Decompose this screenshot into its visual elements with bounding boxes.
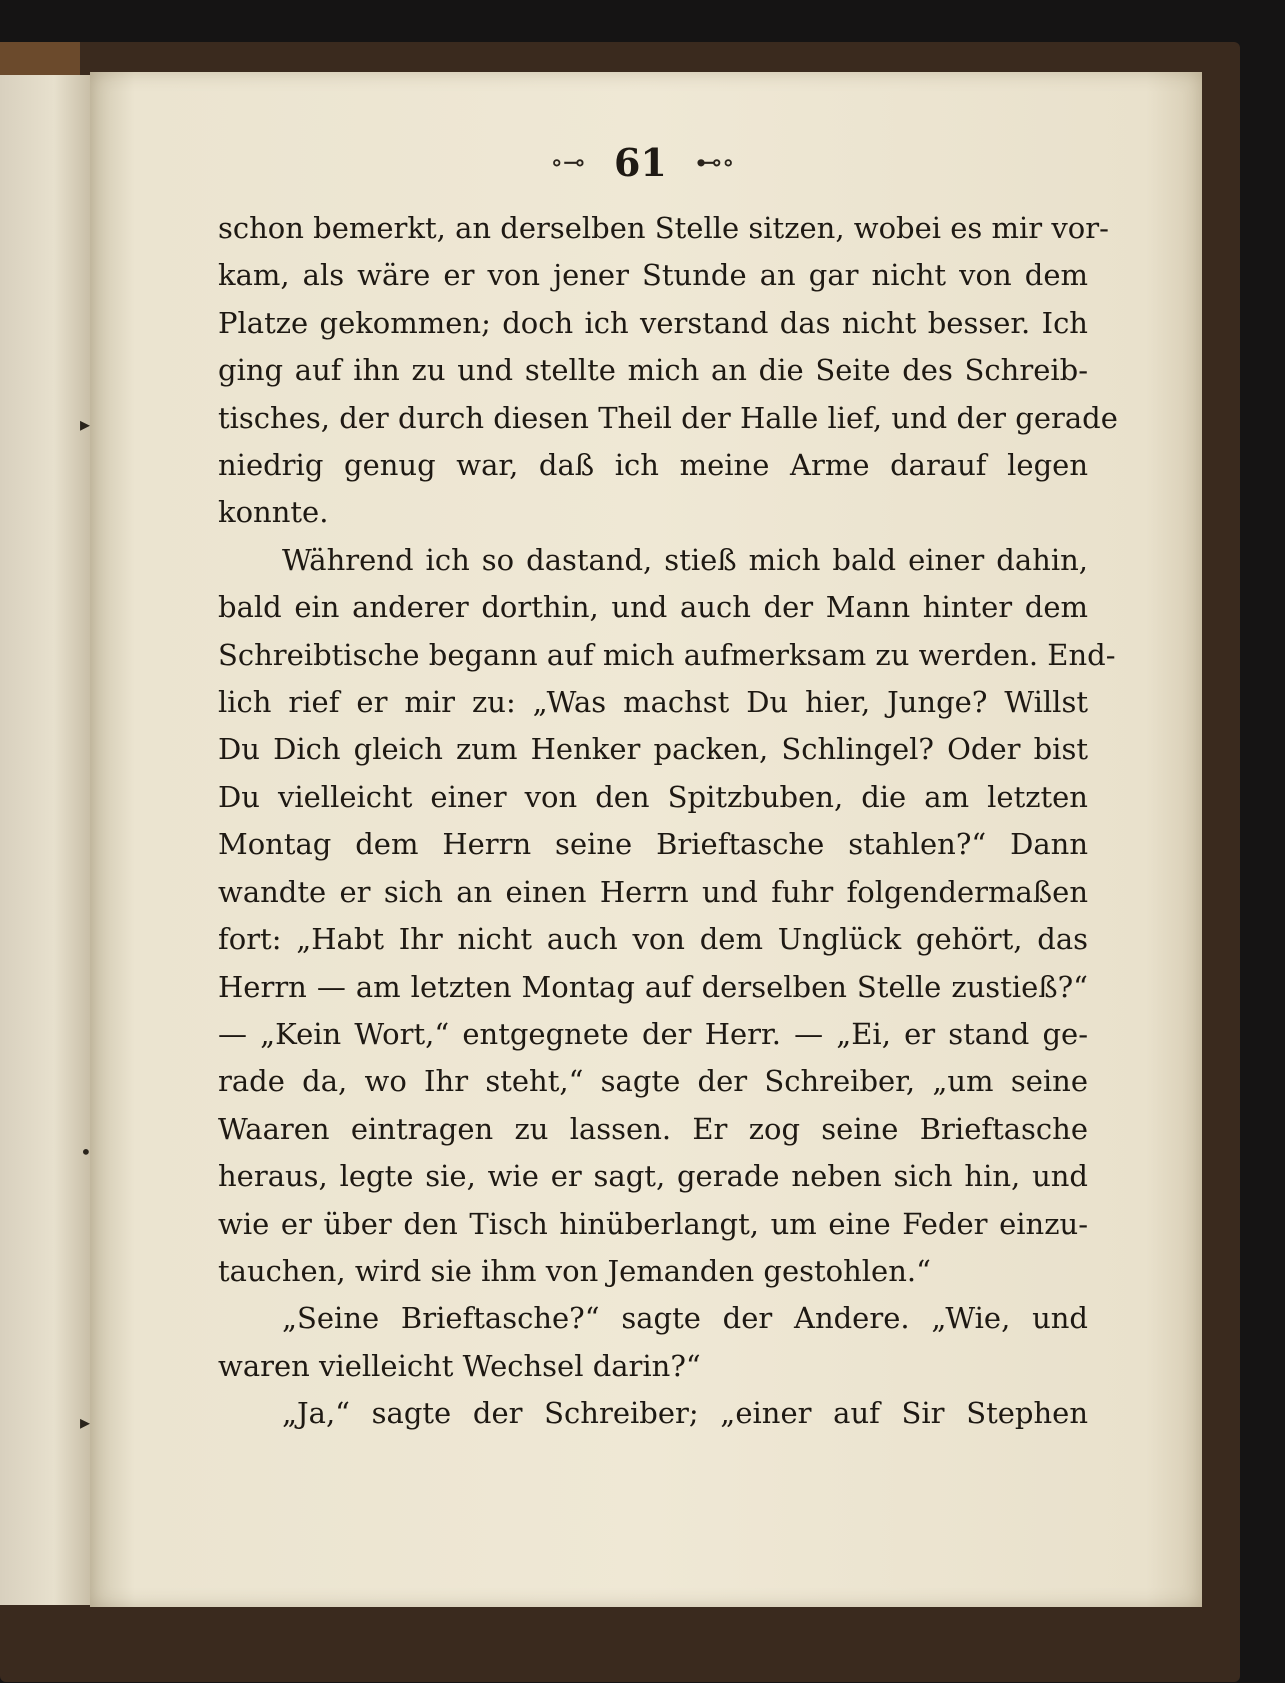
text-line: kam, als wäre er von jener Stunde an gar nicht von dem: [218, 258, 1088, 293]
text-line: Herrn — am letzten Montag auf derselben Stelle zustieß?“: [218, 969, 1088, 1004]
text-line: Während ich so dastand, stieß mich bald einer dahin,: [282, 542, 1088, 577]
text-line: rade da, wo Ihr steht,“ sagte der Schreiber, „um seine: [218, 1064, 1088, 1099]
text-line: niedrig genug war, daß ich meine Arme darauf legen: [218, 448, 1088, 483]
text-line: heraus, legte sie, wie er sagt, gerade neben sich hin, und: [218, 1159, 1088, 1194]
text-line: Schreibtische begann auf mich aufmerksam zu werden. End-: [218, 637, 1116, 672]
text-line: tauchen, wird sie ihm von Jemanden gestohlen.“: [218, 1253, 931, 1288]
body-text: [218, 205, 1118, 1438]
text-line: lich rief er mir zu: „Was machst Du hier, Junge? Willst: [218, 685, 1088, 720]
margin-mark-icon: ▸: [80, 412, 91, 436]
text-line: Waaren eintragen zu lassen. Er zog seine Brieftasche: [218, 1111, 1088, 1146]
text-line: Du Dich gleich zum Henker packen, Schlingel? Oder bist: [218, 732, 1088, 767]
text-line: — „Kein Wort,“ entgegnete der Herr. — „Ei, er stand ge-: [218, 1016, 1088, 1051]
page-number: 61: [613, 140, 667, 185]
text-line: bald ein anderer dorthin, und auch der Mann hinter dem: [218, 590, 1088, 625]
text-line: wie er über den Tisch hinüberlangt, um eine Feder einzu-: [218, 1206, 1088, 1241]
margin-mark-icon: ▸: [80, 1410, 91, 1434]
text-line: wandte er sich an einen Herrn und fuhr folgendermaßen: [218, 874, 1088, 909]
left-page-edge: [0, 75, 90, 1605]
text-line: Du vielleicht einer von den Spitzbuben, die am letzten: [218, 779, 1088, 814]
text-line: fort: „Habt Ihr nicht auch von dem Unglück gehört, das: [218, 922, 1088, 957]
right-ornament-icon: ⊷∘: [695, 147, 735, 178]
text-line: konnte.: [218, 495, 329, 530]
text-line: Montag dem Herrn seine Brieftasche stahlen?“ Dann: [218, 827, 1088, 862]
text-line: schon bemerkt, an derselben Stelle sitzen, wobei es mir vor-: [218, 211, 1109, 245]
text-line: „Ja,“ sagte der Schreiber; „einer auf Sir Stephen: [282, 1396, 1088, 1431]
text-line: ging auf ihn zu und stellte mich an die Seite des Schreib-: [218, 353, 1088, 388]
left-ornament-icon: ∘⊸: [550, 147, 585, 178]
text-line: tisches, der durch diesen Theil der Halle lief, und der gerade: [218, 400, 1118, 435]
text-line: Platze gekommen; doch ich verstand das nicht besser. Ich: [218, 305, 1088, 340]
margin-mark-icon: •: [80, 1140, 92, 1164]
text-line: „Seine Brieftasche?“ sagte der Andere. „Wie, und: [282, 1301, 1088, 1336]
page-header: [0, 140, 1285, 190]
text-line: waren vielleicht Wechsel darin?“: [218, 1348, 701, 1383]
